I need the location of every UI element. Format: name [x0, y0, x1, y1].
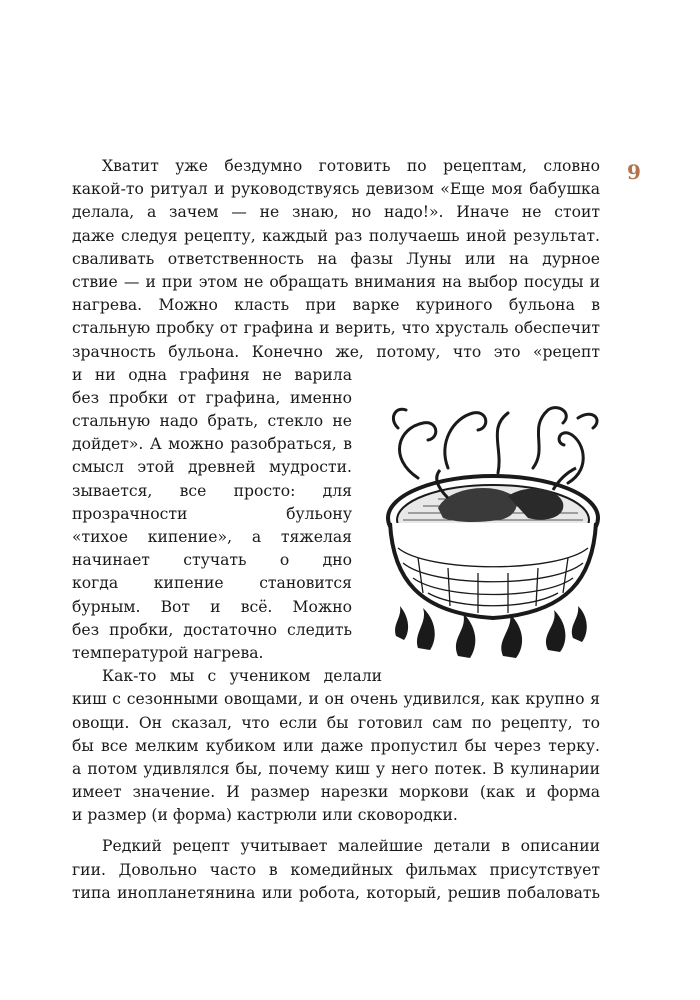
- text-line: нагрева. Можно класть при варке куриного бульона в: [72, 296, 600, 315]
- text-line: а потом удивлялся бы, почему киш у него потек. В кулинарии: [72, 759, 600, 778]
- page-number: 9: [627, 160, 641, 184]
- boiling-pot-illustration-icon: [378, 398, 608, 666]
- text-line: бурным. Вот и всё. Можно: [72, 597, 352, 616]
- text-line: гии. Довольно часто в комедийных фильмах присутствует: [72, 860, 600, 879]
- text-line: сваливать ответственность на фазы Луны или на дурное: [72, 249, 600, 268]
- text-line: когда кипение становится: [72, 574, 352, 593]
- text-line: прозрачности бульону: [72, 504, 352, 523]
- text-line: «тихое кипение», а тяжелая: [72, 528, 352, 546]
- text-line: бы все мелким кубиком или даже пропустил бы через терку.: [72, 736, 600, 755]
- text-line: и ни одна графиня не варила: [72, 365, 352, 384]
- text-line: без пробки, достаточно следить: [72, 620, 352, 639]
- text-line: какой-то ритуал и руководствуясь девизом «Еще моя бабушка: [72, 180, 600, 199]
- text-line: зрачность бульона. Конечно же, потому, что это «рецепт: [72, 342, 600, 361]
- text-line: Как-то мы с учеником делали: [102, 667, 382, 686]
- text-line: киш с сезонными овощами, и он очень удивился, как крупно я: [72, 690, 600, 709]
- text-line: дойдет». А можно разобраться, в: [72, 435, 352, 454]
- text-line: без пробки от графина, именно: [72, 388, 352, 407]
- text-line: делала, а зачем — не знаю, но надо!». Иначе не стоит: [72, 203, 600, 222]
- text-line: стальную надо брать, стекло не: [72, 412, 352, 431]
- text-line: ствие — и при этом не обращать внимания на выбор посуды и: [72, 272, 600, 291]
- text-line: и размер (и форма) кастрюли или сковородки.: [72, 806, 458, 825]
- text-line: зывается, все просто: для: [72, 481, 352, 500]
- text-line: начинает стучать о дно: [72, 551, 352, 570]
- text-line: Хватит уже бездумно готовить по рецептам, словно: [102, 157, 600, 175]
- text-line: смысл этой древней мудрости.: [72, 458, 352, 477]
- text-line: овощи. Он сказал, что если бы готовил сам по рецепту, то: [72, 713, 600, 732]
- text-line: стальную пробку от графина и верить, что хрусталь обеспечит: [72, 319, 600, 338]
- text-line: температурой нагрева.: [72, 643, 264, 662]
- text-line: Редкий рецепт учитывает малейшие детали в описании: [102, 837, 600, 856]
- text-line: имеет значение. И размер нарезки моркови (как и форма: [72, 783, 600, 802]
- text-line: типа инопланетянина или робота, который, решив побаловать: [72, 883, 600, 902]
- text-line: даже следуя рецепту, каждый раз получаешь иной результат.: [72, 226, 600, 245]
